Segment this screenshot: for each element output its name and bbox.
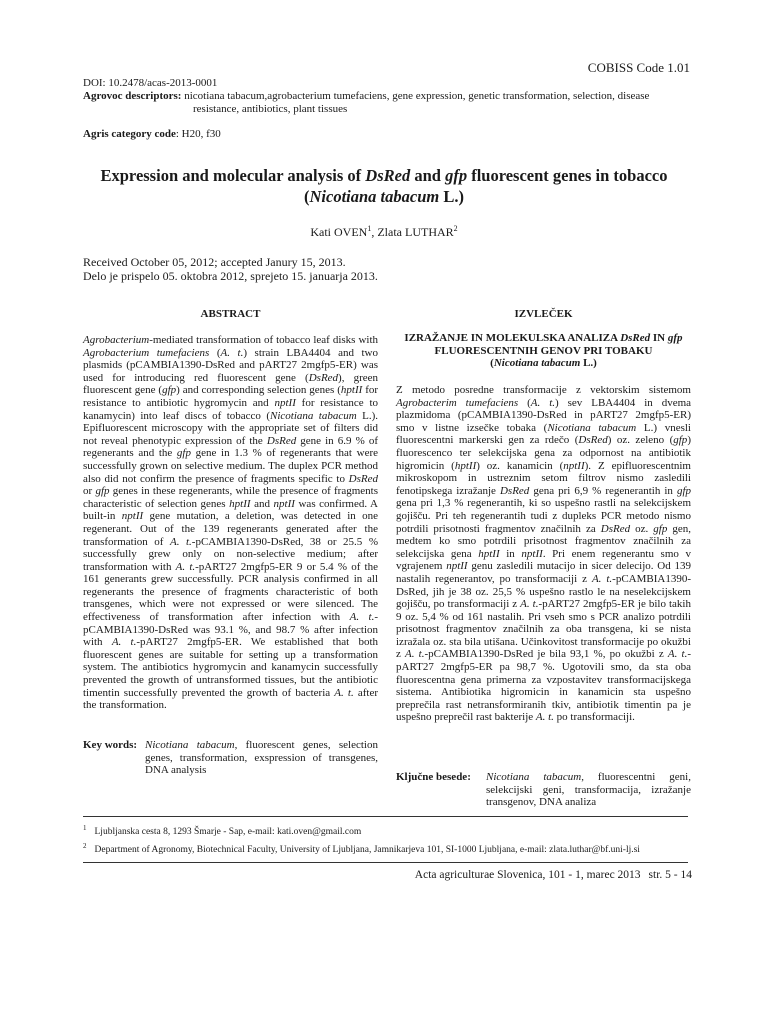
abstract-text: -pART27 2mgfp5-ER. We established that both fluorescent genes are suitable for setting up a transformation system. The antibiotics hygromycin and kanamycin successfully prevented the growth of untransformed tissues, but the antibiotic timentin successfully prevented the growth of bacteria	[83, 636, 378, 699]
authors	[83, 224, 685, 240]
izvlecek-text: ) oz. kanamicin (	[476, 459, 564, 472]
abstract-text: DsRed	[266, 434, 297, 447]
abstract-text: Agrobacterium tumefaciens	[83, 346, 210, 359]
izvlecek-heading: IZVLEČEK	[514, 308, 573, 320]
izvlecek-text: po transformaciji.	[553, 711, 635, 724]
doi: DOI: 10.2478/acas-2013-0001	[83, 77, 218, 89]
abstract-text: genes in these regenerants, while the presence of fragments characteristic of selection genes	[83, 485, 378, 510]
abstract-text: L.). Epifluorescent microscopy with the appropriate set of filters did not reveal phenotypic expression of the	[83, 409, 378, 447]
footnote-1	[83, 822, 693, 838]
journal-divider	[83, 862, 688, 863]
abstract-text: A. t.	[220, 346, 244, 359]
izvlecek-text: A. t.	[591, 572, 613, 585]
izvlecek-text: Nicotiana tabacum	[547, 421, 637, 434]
abstract-text: gfp	[176, 447, 191, 460]
abstract-text: hptII	[340, 384, 363, 397]
footnote-2	[83, 840, 693, 856]
kljucne-besede-content	[486, 771, 691, 809]
agrovoc-label: Agrovoc descriptors:	[83, 90, 182, 102]
abstract-text: DsRed	[348, 472, 378, 485]
author-2-affil: 2	[453, 224, 458, 233]
izvlecek-text: L.) vnesli fluorescentni markerski gen za rdečo (	[396, 421, 691, 447]
izvlecek-text: hptII	[454, 459, 477, 472]
agrovoc-line2: resistance, antibiotics, plant tissues	[193, 103, 348, 115]
abstract-text: -pCAMBIA1390-DsRed was 93.1 %, and 98.7 % after infection with	[83, 611, 379, 649]
footnote-number: 2	[83, 842, 87, 850]
keyword-list: , fluorescentni geni, selekcijski geni, transformacija, izražanje transgenov, DNA analiza	[486, 771, 691, 809]
journal-citation	[415, 869, 692, 881]
footnote-number: 1	[83, 824, 87, 832]
izvlecek-text: genu zasledili mutacijo in sicer delecijo. Od 139 nastalih regenerantov, po transformaciji z	[396, 560, 691, 585]
abstract-text: -pCAMBIA1390-DsRed, 38 or 25.5 % successfully grew only on non-selective medium; after transformation with	[83, 535, 378, 573]
izvlecek-text: gfp	[676, 484, 692, 497]
agris-category	[83, 128, 221, 141]
abstract-text: for resistance to kanamycin) into leaf discs of tobacco (	[83, 396, 379, 422]
abstract-text: -pART27 2mgfp5-ER 9 or 5.4 % of the 161 generants grew successfully. PCR analysis confirmed in all regenerants the presence of fragments characteristic of both transgenes, which were not expressed or were silenced. The effectiveness of transformation after infection with	[83, 560, 378, 624]
izvlecek-text: gfp	[653, 522, 668, 535]
izvlecek-text: gena pri 6,9 % regenerantih in	[529, 484, 677, 497]
izvlecek-text: ). Z epifluorescentnim mikroskopom in ustreznim setom filtrov nismo zasledili fenotipskega izražanje	[396, 459, 691, 497]
title-dsred: DsRed	[365, 166, 411, 185]
izvlecek-text: ) oz. zeleno (	[607, 434, 674, 447]
izvlecek-text: gen, medtem ko smo potrdili prisotnost fragmentov značilnih za selekcijska gena	[396, 522, 691, 560]
izvlecek-text: hptII	[478, 547, 500, 560]
izvlecek-text: DsRed	[578, 434, 608, 447]
paper-title	[83, 165, 685, 207]
abstract-text: A. t.	[349, 611, 375, 624]
abstract-keywords	[83, 739, 378, 777]
izvlecek-text: ) fluorescenco ter selekcijska gena za odpornost na antibiotik higromicin (	[396, 434, 691, 472]
izvlecek-text: gena pri 1,3 % regenerantih, ki so uspešno rastli na selekcijskem gojišču. Pri teh regenerantih tudi z dupleks PCR metodo nismo potrdili prisotnosti fragmentov značilnih za	[396, 497, 691, 535]
izvlecek-text: A. t.	[405, 648, 425, 661]
abstract-text: nptII	[121, 510, 144, 523]
abstract-text: ), green fluorescent gene (	[83, 371, 378, 397]
izvlecek-title-gfp: gfp	[667, 332, 683, 344]
izvlecek-text: Agrobacterim tumefaciens	[396, 396, 519, 409]
abstract-text: A. t.	[175, 560, 196, 573]
abstract-text: and	[250, 497, 274, 510]
izvlecek-text: A. t.	[530, 396, 556, 409]
keyword-species: Nicotiana tabacum	[486, 771, 582, 783]
abstract-text: Agrobacterium	[83, 334, 150, 346]
izvlecek-text: oz.	[630, 522, 654, 535]
izvlecek-title-text: IZRAŽANJE IN MOLEKULSKA ANALIZA	[404, 332, 621, 344]
abstract-text: after the transformation.	[83, 686, 378, 712]
keyword-species: Nicotiana tabacum	[145, 739, 235, 751]
izvlecek-title-species: Nicotiana tabacum	[493, 357, 581, 370]
abstract-text: (	[209, 346, 221, 359]
abstract-text: ) strain LBA4404 and two plasmids (pCAMBIA1390-DsRed and pART27 2mgfp5-ER) was used for introducing red fluorescent gene (	[83, 346, 378, 384]
abstract-text: gene in 1.3 % of regenerants that were successfully grown on selective medium. The duplex PCR method also did not confirm the presence of fragments specific to	[83, 447, 378, 485]
journal-pages: str. 5 - 14	[648, 869, 692, 881]
abstract-text: Nicotiana tabacum	[270, 409, 357, 422]
title-text: and	[410, 166, 446, 185]
abstract-text: gene mutation, a deletion, was detected in one regenerant. Out of the 139 regenerants generated after the transformation of	[83, 510, 379, 548]
kljucne-besede-label: Ključne besede:	[396, 771, 471, 783]
izvlecek-title-dsred: DsRed	[620, 332, 651, 344]
footnote-text: Ljubljanska cesta 8, 1293 Šmarje - Sap, e-mail: kati.oven@gmail.com	[94, 827, 362, 838]
agrovoc-descriptors	[83, 90, 685, 116]
abstract-text: -mediated transformation of tobacco leaf disks with	[149, 334, 378, 346]
izvlecek-text: A. t.	[535, 711, 554, 724]
keywords-content	[145, 739, 378, 777]
footnote-divider	[83, 816, 688, 817]
abstract-text: hptII	[229, 497, 251, 510]
izvlecek-text: nptII	[563, 459, 585, 472]
izvlecek-title-text: FLUORESCENTNIH GENOV PRI TOBAKU	[434, 344, 653, 357]
izvlecek-text: -pCAMBIA1390-DsRed, jih je 38 oz. 25,5 % uspešno rastlo le na neselekcijskem gojišču, po transformaciji z	[396, 572, 691, 611]
izvlecek-title-text: (	[490, 357, 494, 370]
abstract-text: A. t.	[334, 686, 354, 699]
agris-value: : H20, f30	[175, 128, 221, 140]
izvlecek-text: . Pri enem regenerantu smo v vgrajenem	[396, 547, 692, 573]
izvlecek-text: gfp	[673, 434, 688, 447]
izvlecek-text: ) sev LBA4404 in dvema plazmidoma (pCAMBIA1390-DsRed in pART27 2mgfp5-ER) smo v listne izsečke tobaka (	[396, 396, 692, 434]
abstract-text: gene in 6.9 % of regenerants and the	[83, 434, 378, 460]
abstract-text: for resistance to antibiotic hygromycin and	[83, 384, 379, 409]
title-species: Nicotiana tabacum	[309, 187, 440, 206]
cobiss-code: COBISS Code 1.01	[587, 60, 690, 75]
keyword-list: , fluorescent genes, selection genes, transformation, exspression of transgenes, DNA analysis	[145, 739, 378, 777]
abstract-body	[83, 334, 378, 712]
izvlecek-body	[396, 384, 691, 724]
izvlecek-text: A. t.	[520, 598, 539, 611]
abstract-text: DsRed	[308, 371, 339, 384]
abstract-text: was confirmed. A built-in	[83, 497, 378, 523]
izvlecek-text: -pART27 2mgfp5-ER pa 98,7 %. Ugotovili smo, da sta oba fluorescentna gena primerna za vzpostavitev transformacijskega sistema. Antibiotika higromicin in kanamicin sta uspešno preprečila rast netransformiranih tkiv, antibiotik timentin pa je uspešno preprečil rast bakterije	[396, 648, 692, 724]
title-gfp: gfp	[445, 166, 468, 185]
journal-name: Acta agriculturae Slovenica, 101 - 1, marec 2013	[414, 869, 641, 881]
abstract-text: A. t.	[169, 535, 192, 548]
abstract-text: or	[83, 485, 96, 498]
izvlecek-title	[396, 332, 691, 370]
izvlecek-text: -pART27 2mgfp5-ER je bilo takih 9 oz. 5,4 % od 161 nastalih. Pri vseh smo s PCR analizo potrdili prisotnost fragmentov značilnih za oba transgena, ki se nista izražala oz. sta bila utišana. Učinkovitost transformacije po okužbi z	[396, 598, 691, 661]
author-1-affil: 1	[367, 224, 372, 233]
abstract-text: A. t.	[111, 636, 137, 649]
title-text: L.)	[439, 187, 464, 206]
abstract-text: gfp	[95, 485, 110, 498]
izvlecek-text: (	[518, 396, 531, 409]
received-date: Received October 05, 2012; accepted Janury 15, 2013.	[83, 255, 346, 269]
izvlecek-text: Z metodo posredne transformacije z vektorskim sistemom	[396, 384, 691, 396]
agris-label: Agris category code	[83, 128, 176, 140]
izvlecek-keywords	[396, 771, 691, 809]
izvlecek-text: in	[499, 547, 522, 560]
author-2: , Zlata LUTHAR	[371, 225, 454, 239]
author-1: Kati OVEN	[310, 225, 368, 239]
izvlecek-text: nptII	[446, 560, 468, 573]
footnote-text: Department of Agronomy, Biotechnical Faculty, University of Ljubljana, Jamnikarjeva 101, SI-1000 Ljubljana, e-mail: zlata.luthar@bf.uni-lj.si	[94, 845, 640, 856]
agrovoc-line1: nicotiana tabacum,agrobacterium tumefaciens, gene expression, genetic transformation, selection, disease	[184, 90, 650, 102]
title-text: fluorescent genes in tobacco (	[304, 166, 668, 206]
abstract-text: nptII	[274, 396, 296, 409]
abstract-text: gfp	[162, 384, 177, 397]
title-text: Expression and molecular analysis of	[100, 166, 366, 185]
izvlecek-text: DsRed	[600, 522, 631, 535]
izvlecek-text: -pCAMBIA1390-DsRed je bila 93,1 %, po okužbi z	[424, 648, 668, 661]
abstract-text: nptII	[273, 497, 295, 510]
abstract-text: ) and corresponding selection genes (	[176, 384, 341, 397]
received-date-slovene: Delo je prispelo 05. oktobra 2012, sprejeto 15. januarja 2013.	[83, 269, 378, 283]
izvlecek-text: nptII	[521, 547, 543, 560]
keywords-label: Key words:	[83, 739, 138, 751]
izvlecek-title-text: IN	[650, 332, 668, 344]
izvlecek-text: DsRed	[499, 484, 530, 497]
izvlecek-text: A. t.	[667, 648, 688, 661]
abstract-heading: ABSTRACT	[200, 308, 261, 320]
izvlecek-title-text: L.)	[580, 357, 597, 370]
